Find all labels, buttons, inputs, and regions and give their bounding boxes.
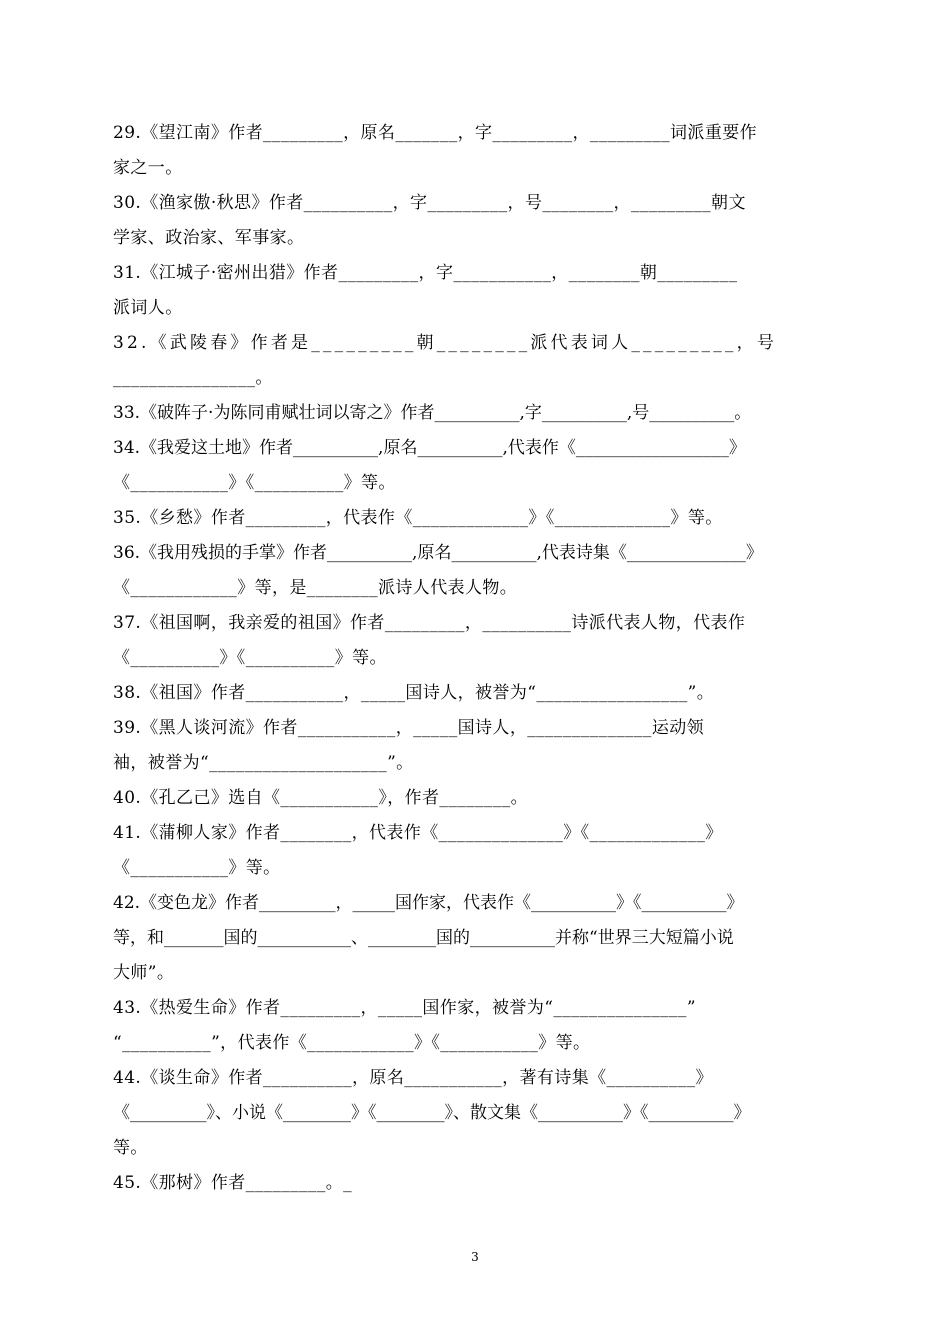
question-32-line-1: 32.《武陵春》作者是_________朝________派代表词人_________，号 (113, 333, 778, 353)
question-34-line-2: 《___________》《__________》等。 (113, 473, 396, 493)
question-41-line-2: 《___________》等。 (113, 858, 281, 878)
question-38-line-1: 38.《祖国》作者___________，_____国诗人，被誉为“_________________”。 (113, 683, 715, 703)
question-37-line-2: 《__________》《__________》等。 (113, 648, 387, 668)
question-30-line-2: 学家、政治家、军事家。 (113, 228, 305, 248)
question-42-line-2: 等，和_______国的___________、________国的__________并称“世界三大短篇小说 (113, 928, 734, 948)
question-30-line-1: 30.《渔家傲·秋思》作者__________，字_________，号________，_________朝文 (113, 193, 746, 213)
question-34-line-1: 34.《我爱这土地》作者__________,原名__________,代表作《__________________》 (113, 438, 746, 458)
question-39-line-2: 袖，被誉为“____________________”。 (113, 753, 414, 773)
page-number: 3 (471, 1250, 479, 1264)
question-43-line-1: 43.《热爱生命》作者_________，_____国作家，被誉为“_______________” (113, 998, 696, 1018)
question-39-line-1: 39.《黑人谈河流》作者___________，_____国诗人，______________运动领 (113, 718, 705, 738)
question-44-line-3: 等。 (113, 1138, 148, 1158)
question-35-line-1: 35.《乡愁》作者_________，代表作《_____________》《_____________》等。 (113, 508, 723, 528)
question-33-line-1: 33.《破阵子·为陈同甫赋壮词以寄之》作者__________,字__________,号__________。 (113, 403, 752, 423)
question-40-line-1: 40.《孔乙己》选自《___________》，作者________。 (113, 788, 529, 808)
document-body (113, 116, 838, 1201)
question-36-line-2: 《____________》等，是________派诗人代表人物。 (113, 578, 518, 598)
question-41-line-1: 41.《蒲柳人家》作者________，代表作《______________》《_____________》 (113, 823, 723, 843)
question-31-line-1: 31.《江城子·密州出猎》作者_________，字___________，________朝_________ (113, 263, 738, 283)
question-29-line-1: 29.《望江南》作者_________，原名_______，字_________，_________词派重要作 (113, 123, 758, 143)
question-44-line-1: 44.《谈生命》作者__________，原名___________，著有诗集《__________》 (113, 1068, 713, 1088)
question-32-line-2: ________________。 (113, 368, 273, 388)
question-45-line-1: 45.《那树》作者_________。_ (113, 1173, 353, 1193)
question-37-line-1: 37.《祖国啊，我亲爱的祖国》作者_________，__________诗派代表人物，代表作 (113, 613, 746, 633)
question-43-line-2: “__________”，代表作《____________》《___________》等。 (113, 1033, 591, 1053)
question-31-line-2: 派词人。 (113, 298, 183, 318)
question-44-line-2: 《_________》、小说《________》《________》、散文集《__________》《__________》 (113, 1103, 751, 1123)
question-42-line-3: 大师”。 (113, 963, 175, 983)
question-36-line-1: 36.《我用残损的手掌》作者__________,原名__________,代表诗集《______________》 (113, 543, 763, 563)
question-29-line-2: 家之一。 (113, 158, 183, 178)
question-42-line-1: 42.《变色龙》作者_________，_____国作家，代表作《__________》《__________》 (113, 893, 744, 913)
